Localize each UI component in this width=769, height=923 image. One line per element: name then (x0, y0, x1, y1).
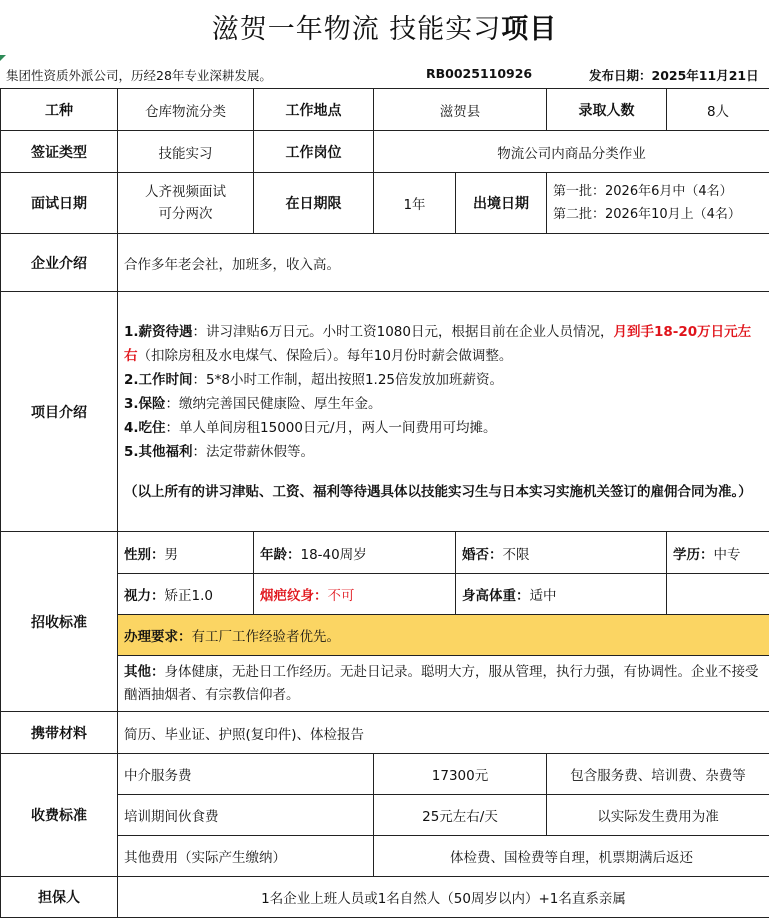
job-type-label: 工种 (1, 89, 118, 131)
depart-line2: 第二批：2026年10月上（4名） (553, 207, 741, 222)
age-value: 18-40周岁 (300, 546, 367, 563)
posting-code: RB0025110926 (426, 66, 533, 81)
company-label: 企业介绍 (1, 234, 118, 292)
table-row (1, 712, 769, 754)
table-row (1, 89, 769, 131)
publish-date (589, 66, 759, 84)
fee-note: 包含服务费、培训费、杂费等 (547, 754, 769, 795)
guarantor-label: 担保人 (1, 877, 118, 918)
other-value: 身体健康，无赴日工作经历。无赴日记录。聪明大方，服从管理，执行力强，有协调性。企业不接受酗酒抽烟者、有宗教信仰者。 (124, 663, 759, 703)
scar-value: 不可 (327, 588, 355, 604)
welfare-text: ：法定带薪休假等。 (192, 443, 315, 460)
publish-date-label: 发布日期： (589, 68, 652, 83)
location-label: 工作地点 (254, 89, 374, 131)
visa-label: 签证类型 (1, 131, 118, 173)
requirements-label: 招收标准 (1, 532, 118, 712)
insurance-item (124, 392, 763, 416)
depart-label: 出境日期 (456, 173, 547, 234)
body-label: 身高体重： (462, 588, 530, 604)
hires-label: 录取人数 (547, 89, 667, 131)
title-plain: 滋贺一年物流 技能实习 (211, 14, 502, 45)
housing-title: 4.吃住 (124, 419, 166, 436)
interview-value (118, 173, 254, 234)
handle-label: 办理要求： (124, 629, 192, 645)
visa-value: 技能实习 (118, 131, 254, 173)
scar-cell (254, 574, 456, 615)
edu-value: 中专 (713, 546, 741, 563)
salary-item (124, 320, 763, 368)
housing-text: ：单人单间房租15000日元/月，两人一间费用可均摊。 (165, 419, 497, 436)
interview-line2: 可分两次 (158, 206, 213, 222)
fee-amount: 25元左右/天 (374, 795, 547, 836)
company-text: 合作多年老会社，加班多，收入高。 (118, 234, 769, 292)
table-row (1, 877, 769, 918)
handle-value: 有工厂工作经验者优先。 (191, 629, 340, 645)
depart-value (547, 173, 769, 234)
depart-line1: 第一批：2026年6月中（4名） (553, 184, 733, 199)
marital-label: 婚否： (462, 546, 503, 563)
handle-requirement (118, 615, 769, 656)
spacer (124, 464, 763, 480)
table-row (1, 292, 769, 532)
fee-row (1, 754, 769, 795)
hours-text: ：5*8小时工作制，超出按照1.25倍发放加班薪资。 (192, 371, 504, 388)
fees-label: 收费标准 (1, 754, 118, 877)
salary-text2: （扣除房租及水电煤气、保险后）。每年10月份时薪会做调整。 (137, 347, 513, 364)
edu-cell (667, 532, 769, 574)
publish-date-value: 2025年11月21日 (651, 68, 759, 83)
empty-cell (667, 574, 769, 615)
job-type-value: 仓库物流分类 (118, 89, 254, 131)
other-label: 其他： (124, 663, 165, 680)
fee-note: 以实际发生费用为准 (547, 795, 769, 836)
salary-note: （以上所有的讲习津贴、工资、福利等待遇具体以技能实习生与日本实习实施机关签订的雇佣合同为准。） (124, 483, 752, 500)
housing-item (124, 416, 763, 440)
fee-name: 其他费用（实际产生缴纳） (118, 836, 374, 877)
fee-note: 体检费、国检费等自理，机票期满后返还 (374, 836, 769, 877)
edu-label: 学历： (673, 546, 714, 563)
posting-table (0, 88, 769, 918)
welfare-item (124, 440, 763, 464)
gender-value: 男 (164, 546, 178, 563)
table-row (1, 173, 769, 234)
fee-name: 培训期间伙食费 (118, 795, 374, 836)
table-row (1, 234, 769, 292)
location-value: 滋贺县 (374, 89, 547, 131)
salary-highlight: 月到手18-20万日元左右 (124, 323, 752, 364)
hours-title: 2.工作时间 (124, 371, 193, 388)
body-value: 适中 (529, 588, 557, 604)
term-value: 1年 (374, 173, 456, 234)
age-label: 年龄： (260, 546, 301, 563)
vision-cell (118, 574, 254, 615)
table-row (1, 131, 769, 173)
materials-label: 携带材料 (1, 712, 118, 754)
project-label: 项目介绍 (1, 292, 118, 532)
interview-line1: 人齐视频面试 (145, 184, 226, 200)
interview-label: 面试日期 (1, 173, 118, 234)
gender-label: 性别： (124, 546, 165, 563)
term-label: 在日期限 (254, 173, 374, 234)
insurance-title: 3.保险 (124, 395, 166, 412)
page-title (0, 0, 769, 62)
scar-label: 烟疤纹身： (260, 588, 328, 604)
post-value: 物流公司内商品分类作业 (374, 131, 769, 173)
post-label: 工作岗位 (254, 131, 374, 173)
hires-value: 8人 (667, 89, 769, 131)
body-cell (456, 574, 667, 615)
vision-value: 矫正1.0 (164, 588, 213, 604)
company-intro-line: 集团性资质外派公司，历经28年专业深耕发展。 (6, 68, 272, 83)
gender-cell (118, 532, 254, 574)
materials-text: 简历、毕业证、护照(复印件)、体检报告 (118, 712, 769, 754)
title-bold: 项目 (501, 14, 558, 45)
insurance-text: ：缴纳完善国民健康险、厚生年金。 (165, 395, 382, 412)
project-details (118, 292, 769, 532)
sub-header (0, 62, 769, 88)
vision-label: 视力： (124, 588, 165, 604)
fee-amount: 17300元 (374, 754, 547, 795)
age-cell (254, 532, 456, 574)
fee-name: 中介服务费 (118, 754, 374, 795)
salary-title: 1.薪资待遇 (124, 323, 193, 340)
marital-value: 不限 (502, 546, 530, 563)
welfare-title: 5.其他福利 (124, 443, 193, 460)
hours-item (124, 368, 763, 392)
salary-text1: ：讲习津贴6万日元。小时工资1080日元，根据目前在企业人员情况， (192, 323, 614, 340)
table-row (1, 532, 769, 574)
guarantor-text: 1名企业上班人员或1名自然人（50周岁以内）+1名直系亲属 (118, 877, 769, 918)
marital-cell (456, 532, 667, 574)
other-requirement (118, 656, 769, 712)
